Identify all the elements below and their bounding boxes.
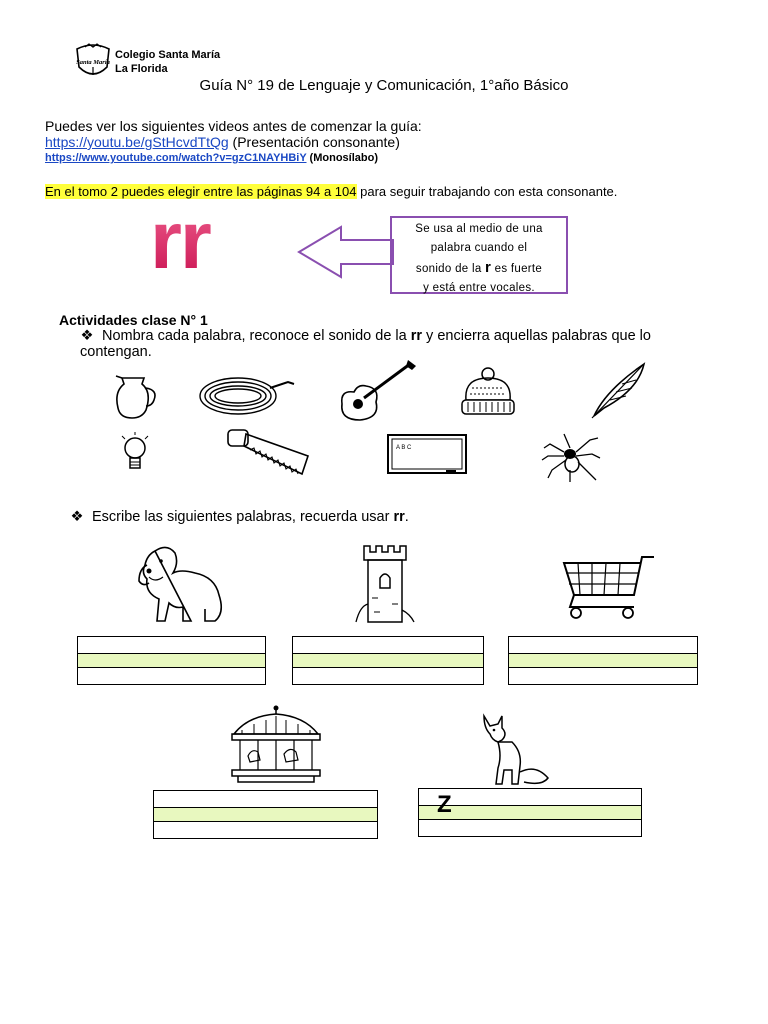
tomo-instruction [45,184,617,199]
instruction-2 [70,509,409,525]
link-line-2 [45,150,422,166]
school-line-2: La Florida [115,63,168,75]
writing-lines-dog[interactable] [77,636,266,685]
wool-hat-icon [458,366,518,418]
link-line-1 [45,134,422,150]
school-line-1: Colegio Santa María [115,49,221,61]
instruction-2-a: Escribe las siguientes palabras, recuerda usar [92,509,394,525]
tomo-rest-text: para seguir trabajando con esta consonante. [356,184,618,199]
instruction-1-a: Nombra cada palabra, reconoce el sonido de la [102,328,411,344]
school-name [115,48,220,76]
rule-line-3-c: es fuerte [491,263,543,275]
video-link-1-note: (Presentación consonante) [228,134,400,150]
left-arrow-icon [296,224,396,280]
saw-icon [226,428,310,478]
writing-band [419,805,641,821]
video-link-2-note: (Monosílabo) [306,152,378,164]
video-link-2[interactable]: https://www.youtube.com/watch?v=gzC1NAYHBiY [45,152,307,164]
tomo-highlighted-text: En el tomo 2 puedes elegir entre las páginas 94 a 104 [45,184,357,199]
chalkboard-icon [386,433,468,477]
instruction-1 [80,328,700,360]
tower-icon [354,544,416,626]
shopping-cart-icon [558,551,658,621]
dog-icon [135,543,229,625]
writing-lines-cart[interactable] [508,636,698,685]
jug-icon [108,372,162,422]
fox-icon [478,712,552,786]
chalkboard-text: A B C [396,445,412,451]
rule-line-3-a: sonido de la [415,263,486,275]
light-bulb-icon [118,432,152,474]
hose-icon [198,374,298,418]
rule-letter-r: r [485,259,492,276]
guitar-icon [336,358,420,424]
bullet-icon: ❖ [70,509,84,525]
writing-band [509,653,697,669]
activities-title: Actividades clase N° 1 [59,312,208,328]
instruction-1-rr: rr [410,328,423,344]
rule-note-box [390,216,568,294]
rule-line-2: palabra cuando el [430,242,528,254]
feather-icon [586,360,650,420]
school-logo-icon [73,43,113,81]
writing-lines-fox[interactable] [418,788,642,837]
spider-icon [540,430,602,484]
writing-band [78,653,265,669]
logo-text: Santa María [76,59,110,66]
carousel-icon [228,704,324,784]
intro-block [45,118,422,166]
page-title: Guía N° 19 de Lenguaje y Comunicación, 1°año Básico [199,77,569,94]
rr-letters-text: rr [150,208,210,286]
rule-line-4: y está entre vocales. [423,282,535,294]
writing-band [293,653,483,669]
video-link-1[interactable]: https://youtu.be/gStHcvdTtQg [45,134,229,150]
writing-band [154,807,377,823]
rule-line-1: Se usa al medio de una [415,223,543,235]
instruction-2-c: . [404,509,409,525]
intro-text: Puedes ver los siguientes videos antes de comenzar la guía: [45,118,422,134]
instruction-1-c: y encierra aquellas palabras que lo contengan. [80,328,651,360]
hint-letter-z: Z [437,791,452,818]
writing-lines-tower[interactable] [292,636,484,685]
writing-lines-carousel[interactable] [153,790,378,839]
rr-letters [148,208,288,288]
rule-line-3 [392,258,566,279]
bullet-icon: ❖ [80,328,94,344]
instruction-2-rr: rr [393,509,405,525]
